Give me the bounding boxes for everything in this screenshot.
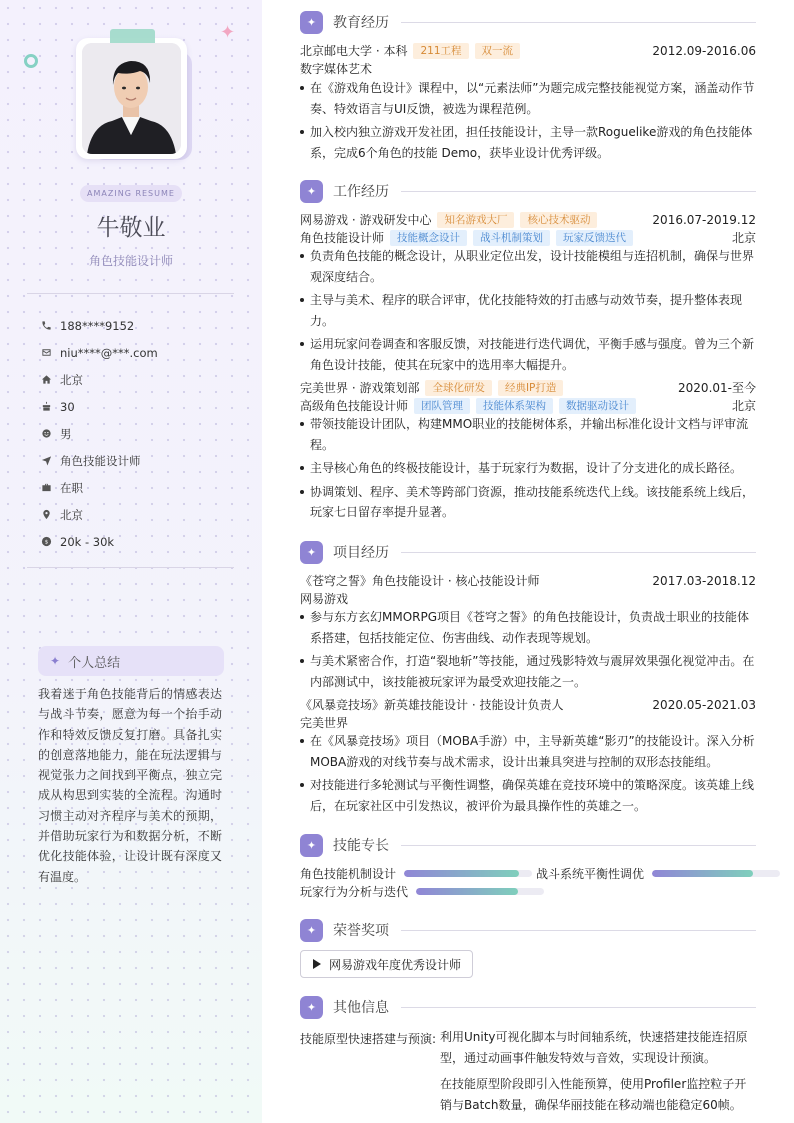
project-title-row	[300, 696, 756, 713]
job-position-row	[300, 229, 756, 246]
candidate-role: 角色技能设计师	[88, 254, 173, 268]
summary-heading: ✦ 个人总结	[38, 646, 224, 676]
project-name: 《苍穹之誓》角色技能设计 · 核心技能设计师	[300, 574, 540, 588]
job-date: 2020.01-至今	[678, 381, 756, 395]
other-paragraph: 在技能原型阶段即引入性能预算，使用Profiler监控粒子开销与Batch数量，确保华丽技能在移动端也能稳定60帧。	[440, 1077, 747, 1112]
sparkle-icon: ✦	[300, 11, 323, 34]
education-major-row	[300, 60, 756, 77]
other-paragraph: 利用Unity可视化脚本与时间轴系统，快速搭建技能连招原型，通过动画事件触发特效与音效，实现设计预演。	[440, 1030, 748, 1065]
candidate-name: 牛敬业	[96, 215, 166, 241]
contact-salary: $ 20k - 30k	[40, 528, 158, 555]
job-city: 北京	[731, 231, 756, 245]
school-tag: 211工程	[413, 43, 468, 59]
company-name: 完美世界 · 游戏策划部	[300, 381, 420, 395]
summary-text: 我着迷于角色技能背后的情感表达与战斗节奏，愿意为每一个抬手动作和特效反馈反复打磨。具备扎实的创意落地能力，能在玩法逻辑与视觉张力之间找到平衡点，独立完成从构思到实装的全流程。沟通时习惯主动对齐程序与美术的预期，并借助玩家行为和数据分析，不断优化技能体验，让设计既有深度又有温度。	[38, 687, 222, 884]
svg-text:$: $	[44, 539, 48, 546]
education-school-row	[300, 42, 756, 59]
contact-age: 30	[40, 393, 158, 420]
section-projects-heading: ✦ 项目经历	[300, 540, 756, 564]
section-skills-heading: ✦ 技能专长	[300, 833, 756, 857]
position: 角色技能设计师	[300, 231, 385, 245]
position-tag: 团队管理	[414, 398, 470, 414]
resume-badge: AMAZING RESUME	[80, 185, 182, 202]
portrait-photo	[82, 43, 181, 154]
list-item: 在《游戏角色设计》课程中，以“元素法师”为题完成完整技能视觉方案，涵盖动作节奏、特效语言与UI反馈，被选为课程范例。	[300, 78, 756, 119]
project-title-row	[300, 572, 756, 589]
contact-status: 在职	[40, 474, 158, 501]
section-divider	[401, 1007, 756, 1008]
contact-home: 北京	[40, 366, 158, 393]
section-divider	[401, 22, 756, 23]
list-item: 与美术紧密合作，打造“裂地斩”等技能，通过残影特效与震屏效果强化视觉冲击。在内部测试中，该技能被玩家评为最受欢迎技能之一。	[300, 651, 756, 692]
skill-level-bar	[404, 870, 532, 877]
list-item: 加入校内独立游戏开发社团，担任技能设计，主导一款Roguelike游戏的角色技能体系，完成6个角色的技能 Demo，获毕业设计优秀评级。	[300, 122, 756, 163]
job-position-row	[300, 397, 756, 414]
job-city: 北京	[731, 399, 756, 413]
company-tag: 经典IP打造	[498, 380, 563, 396]
sidebar-divider	[27, 567, 234, 568]
job-date: 2016.07-2019.12	[652, 212, 756, 227]
location-icon	[40, 509, 52, 521]
list-item: 运用玩家问卷调查和客服反馈，对技能进行迭代调优，平衡手感与强度。曾为三个新角色设计技能，使其在玩家中的选用率大幅提升。	[300, 334, 756, 375]
skill-name: 角色技能机制设计	[300, 867, 397, 881]
position-tag: 技能概念设计	[390, 230, 467, 246]
sparkle-icon: ✦	[50, 654, 61, 668]
contact-phone: 188****9152	[40, 312, 158, 339]
cake-icon	[40, 401, 52, 413]
salary-icon	[40, 536, 52, 548]
sparkle-icon: ✦	[300, 180, 323, 203]
position-tag: 技能体系架构	[476, 398, 553, 414]
skill-name: 玩家行为分析与迭代	[300, 885, 409, 899]
gender-icon	[40, 428, 52, 440]
skill-item	[300, 883, 544, 900]
company-tag: 知名游戏大厂	[437, 212, 514, 228]
skill-item	[536, 865, 780, 882]
project-bullets	[300, 607, 756, 695]
list-item: 在《风暴竞技场》项目（MOBA手游）中，主导新英雄“影刃”的技能设计。深入分析MOBA游戏的对线节奏与战术需求，设计出兼具突进与控制的双形态技能组。	[300, 731, 756, 772]
project-bullets	[300, 731, 756, 819]
sidebar-divider	[27, 293, 234, 294]
company-tag: 核心技术驱动	[520, 212, 597, 228]
other-label: 技能原型快速搭建与预演:	[300, 1032, 437, 1046]
skill-level-bar	[652, 870, 780, 877]
sidebar	[0, 0, 262, 1123]
mail-icon	[40, 347, 52, 359]
award-name: 网易游戏年度优秀设计师	[329, 957, 462, 972]
job-company-row	[300, 211, 756, 228]
section-work-heading: ✦ 工作经历	[300, 179, 756, 203]
skill-level-fill	[404, 870, 519, 877]
project-name: 《风暴竞技场》新英雄技能设计 · 技能设计负责人	[300, 698, 564, 712]
position-tag: 数据驱动设计	[559, 398, 636, 414]
section-divider	[401, 930, 756, 931]
briefcase-icon	[40, 482, 52, 494]
project-date: 2020.05-2021.03	[652, 697, 756, 712]
award-item[interactable]	[300, 950, 473, 978]
avatar	[82, 43, 181, 154]
contact-email: niu****@***.com	[40, 339, 158, 366]
skill-level-fill	[416, 888, 518, 895]
sparkle-icon: ✦	[300, 996, 323, 1019]
list-item: 协调策划、程序、美术等跨部门资源，推动技能系统迭代上线。该技能系统上线后，玩家七日留存率提升显著。	[300, 482, 756, 523]
project-org: 网易游戏	[300, 592, 349, 606]
section-divider	[401, 191, 756, 192]
position-tag: 玩家反馈迭代	[556, 230, 633, 246]
job-bullets	[300, 246, 756, 378]
sparkle-icon: ✦	[300, 541, 323, 564]
project-org-row	[300, 590, 756, 607]
school-name: 北京邮电大学 · 本科	[300, 44, 408, 58]
sparkle-icon: ✦	[300, 834, 323, 857]
sparkle-icon: ✦	[300, 919, 323, 942]
company-tag: 全球化研发	[425, 380, 492, 396]
sparkle-icon: ✦	[220, 22, 236, 43]
project-org: 完美世界	[300, 716, 349, 730]
company-name: 网易游戏 · 游戏研发中心	[300, 213, 432, 227]
contact-location: 北京	[40, 501, 158, 528]
section-divider	[401, 552, 756, 553]
project-date: 2017.03-2018.12	[652, 573, 756, 588]
play-icon	[313, 959, 321, 969]
list-item: 带领技能设计团队，构建MMO职业的技能树体系，并输出标准化设计文档与评审流程。	[300, 414, 756, 455]
skill-item	[300, 865, 532, 882]
phone-icon	[40, 320, 52, 332]
list-item: 参与东方玄幻MMORPG项目《苍穹之誓》的角色技能设计，负责战士职业的技能体系搭建，包括技能定位、伤害曲线、动作表现等规划。	[300, 607, 756, 648]
list-item: 负责角色技能的概念设计，从职业定位出发，设计技能模组与连招机制，确保与世界观深度结合。	[300, 246, 756, 287]
education-date: 2012.09-2016.06	[652, 43, 756, 58]
skill-name: 战斗系统平衡性调优	[536, 867, 645, 881]
contact-list	[40, 312, 158, 555]
contact-gender: 男	[40, 420, 158, 447]
position: 高级角色技能设计师	[300, 399, 409, 413]
section-honors-heading: ✦ 荣誉奖项	[300, 918, 756, 942]
major: 数字媒体艺术	[300, 62, 373, 76]
send-icon	[40, 455, 52, 467]
list-item: 主导与美术、程序的联合评审，优化技能特效的打击感与动效节奏，提升整体表现力。	[300, 290, 756, 331]
job-company-row	[300, 379, 756, 396]
school-tag: 双一流	[475, 43, 521, 59]
home-icon	[40, 374, 52, 386]
education-bullets	[300, 78, 756, 166]
decorative-ring	[24, 54, 38, 68]
position-tag: 战斗机制策划	[473, 230, 550, 246]
list-item: 对技能进行多轮测试与平衡性调整，确保英雄在竞技环境中的策略深度。该英雄上线后，在玩家社区中引发热议，被评价为最具操作性的英雄之一。	[300, 775, 756, 816]
section-education-heading: ✦ 教育经历	[300, 10, 756, 34]
section-divider	[401, 845, 756, 846]
section-other-heading: ✦ 其他信息	[300, 995, 756, 1019]
contact-target-role: 角色技能设计师	[40, 447, 158, 474]
job-bullets	[300, 414, 756, 526]
list-item: 主导核心角色的终极技能设计，基于玩家行为数据，设计了分支进化的成长路径。	[300, 458, 756, 479]
skill-level-fill	[652, 870, 753, 877]
project-org-row	[300, 714, 756, 731]
skill-level-bar	[416, 888, 544, 895]
